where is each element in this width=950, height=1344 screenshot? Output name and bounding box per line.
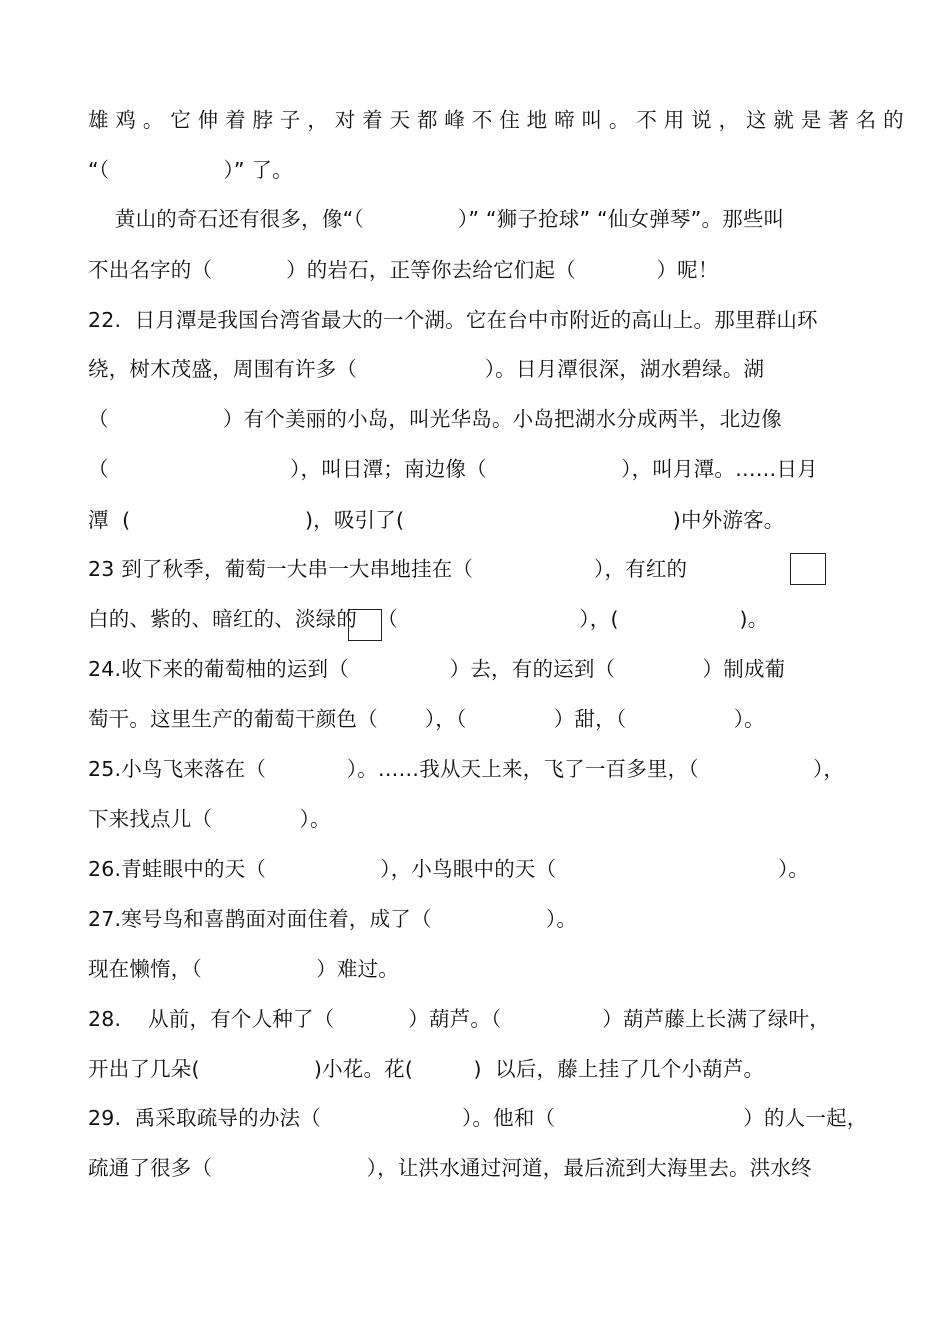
question-28-line-2: 开出了几朵( )小花。花( ) 以后，藤上挂了几个小葫芦。 [88, 1057, 765, 1081]
question-22-line-2: 绕，树木茂盛，周围有许多（ ）。日月潭很深，湖水碧绿。湖 [88, 357, 765, 381]
question-22-line-5: 潭 ( )，吸引了( )中外游客。 [88, 508, 785, 532]
text-line-2: “（ ）” 了。 [88, 158, 293, 182]
question-29-line-2: 疏通了很多（ ），让洪水通过河道，最后流到大海里去。洪水终 [88, 1156, 812, 1180]
answer-box-1 [790, 553, 826, 585]
text-line-3: 黄山的奇石还有很多，像“（ ）” “狮子抢球” “仙女弹琴”。那些叫 [88, 207, 785, 231]
text-line-4: 不出名字的（ ）的岩石，正等你去给它们起（ ）呢！ [88, 258, 719, 282]
question-22-line-4: （ ），叫日潭；南边像（ ），叫月潭。……日月 [88, 457, 818, 481]
question-22-line-3: （ ）有个美丽的小岛，叫光华岛。小岛把湖水分成两半，北边像 [88, 407, 782, 431]
answer-box-2 [348, 609, 382, 641]
question-28-line-1: 28. 从前，有个人种了（ ）葫芦。（ ）葫芦藤上长满了绿叶， [88, 1007, 830, 1031]
question-26-line: 26.青蛙眼中的天（ ），小鸟眼中的天（ ）。 [88, 857, 810, 881]
question-24-line-1: 24.收下来的葡萄柚的运到（ ）去，有的运到（ ）制成葡 [88, 657, 786, 681]
question-23-line-1: 23 到了秋季，葡萄一大串一大串地挂在（ ），有红的 [88, 557, 688, 581]
question-29-line-1: 29. 禹采取疏导的办法（ ）。他和（ ）的人一起， [88, 1106, 868, 1130]
question-24-line-2: 萄干。这里生产的葡萄干颜色（ ），（ ）甜，（ ）。 [88, 707, 765, 731]
question-27-line-2: 现在懒惰，（ ）难过。 [88, 957, 399, 981]
text-line-1: 雄 鸡 。 它 伸 着 脖 子 ， 对 着 天 都 峰 不 住 地 啼 叫 。 不 用 说 ， 这 就 是 著 名 的 [88, 108, 904, 132]
question-25-line-2: 下来找点儿（ ）。 [88, 807, 331, 831]
question-22-line-1: 22. 日月潭是我国台湾省最大的一个湖。它在台中市附近的高山上。那里群山环 [88, 308, 818, 332]
question-23-line-2: 白的、紫的、暗红的、淡绿的 （ ），( )。 [88, 607, 769, 631]
question-27-line-1: 27.寒号鸟和喜鹊面对面住着，成了（ ）。 [88, 907, 578, 931]
question-25-line-1: 25.小鸟飞来落在（ ）。……我从天上来，飞了一百多里，（ ）， [88, 757, 845, 781]
